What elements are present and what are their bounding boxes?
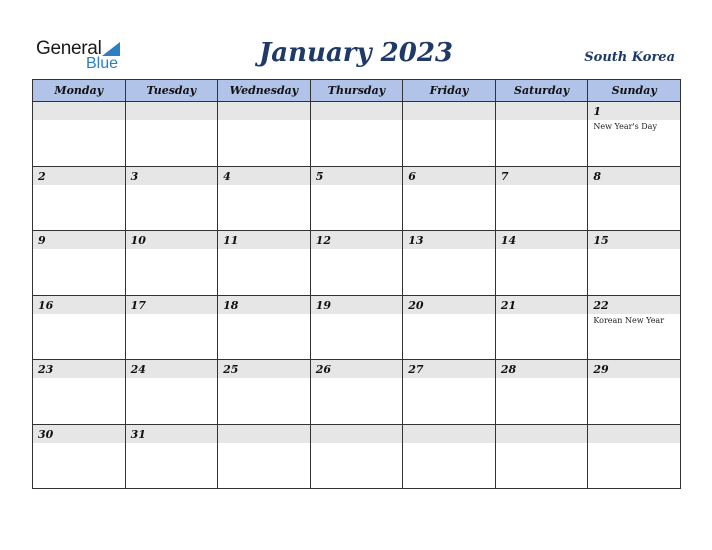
generalblue-logo xyxy=(36,38,136,74)
day-number: 18 xyxy=(223,298,239,312)
day-number: 20 xyxy=(408,298,424,312)
day-number: 6 xyxy=(408,169,416,183)
country-label: South Korea xyxy=(584,50,675,65)
day-number: 15 xyxy=(593,234,609,247)
day-number: 28 xyxy=(500,363,517,376)
day-cell xyxy=(33,231,126,296)
day-cell xyxy=(403,231,496,296)
day-header-bar xyxy=(496,167,588,185)
day-cell xyxy=(403,424,496,489)
day-cell xyxy=(310,295,403,360)
week-row xyxy=(33,231,681,296)
day-header-bar xyxy=(126,102,218,120)
day-cell xyxy=(495,424,588,489)
day-header-bar xyxy=(403,425,495,443)
day-header-bar xyxy=(311,167,403,185)
day-cell xyxy=(125,231,218,296)
week-row xyxy=(33,360,681,425)
day-cell xyxy=(33,295,126,360)
day-header-bar xyxy=(126,167,218,185)
day-cell xyxy=(403,295,496,360)
day-number: 16 xyxy=(38,298,54,312)
day-number: 13 xyxy=(408,234,424,247)
day-cell xyxy=(588,360,681,425)
day-number: 26 xyxy=(315,363,331,376)
day-cell xyxy=(218,231,311,296)
week-row xyxy=(33,295,681,360)
day-header-bar xyxy=(218,425,310,443)
day-cell xyxy=(495,102,588,167)
day-header-bar xyxy=(218,167,310,185)
day-cell xyxy=(125,360,218,425)
day-cell xyxy=(588,166,681,231)
day-header-bar xyxy=(588,167,680,185)
day-cell xyxy=(495,231,588,296)
day-number: 27 xyxy=(408,363,424,376)
day-cell xyxy=(33,166,126,231)
day-number: 30 xyxy=(38,427,54,441)
day-number: 29 xyxy=(593,363,609,376)
day-cell xyxy=(33,360,126,425)
day-number: 19 xyxy=(315,298,331,312)
day-number: 7 xyxy=(500,169,509,183)
week-row xyxy=(33,166,681,231)
weekday-header: Thursday xyxy=(310,80,403,102)
day-header-bar xyxy=(311,102,403,120)
day-header-bar xyxy=(33,231,125,249)
day-cell xyxy=(588,295,681,360)
calendar-grid xyxy=(32,79,681,489)
weekday-header-row xyxy=(33,80,681,102)
day-number: 21 xyxy=(500,298,517,312)
weekday-header: Sunday xyxy=(588,80,681,102)
day-number: 8 xyxy=(593,169,602,183)
weekday-header: Wednesday xyxy=(218,80,311,102)
day-number: 3 xyxy=(130,169,139,183)
holiday-label: New Year's Day xyxy=(593,122,657,131)
day-cell xyxy=(125,295,218,360)
day-number: 10 xyxy=(130,234,146,247)
day-number: 17 xyxy=(130,298,146,312)
day-cell xyxy=(495,295,588,360)
day-cell xyxy=(310,166,403,231)
day-header-bar xyxy=(496,102,588,120)
day-number: 1 xyxy=(593,105,602,118)
logo-word-blue: Blue xyxy=(86,55,119,72)
day-cell xyxy=(403,166,496,231)
holiday-label: Korean New Year xyxy=(593,315,665,325)
day-cell xyxy=(218,424,311,489)
day-number: 23 xyxy=(38,363,54,376)
weekday-header: Saturday xyxy=(495,80,588,102)
page-title: January 2023 xyxy=(258,38,454,68)
day-header-bar xyxy=(588,425,680,443)
day-cell xyxy=(310,231,403,296)
calendar-body xyxy=(33,102,681,489)
day-cell xyxy=(495,166,588,231)
logo-triangle-icon xyxy=(102,42,120,56)
day-cell xyxy=(218,166,311,231)
day-header-bar xyxy=(588,102,680,120)
day-header-bar xyxy=(218,102,310,120)
day-number: 4 xyxy=(223,169,231,183)
day-cell xyxy=(403,360,496,425)
day-cell xyxy=(310,360,403,425)
day-header-bar xyxy=(33,167,125,185)
day-header-bar xyxy=(403,167,495,185)
day-number: 25 xyxy=(223,363,239,376)
logo-word-general: General xyxy=(36,38,102,59)
day-cell xyxy=(310,102,403,167)
day-header-bar xyxy=(311,425,403,443)
day-cell xyxy=(33,424,126,489)
day-cell xyxy=(218,295,311,360)
day-cell xyxy=(125,166,218,231)
day-cell xyxy=(218,360,311,425)
day-number: 2 xyxy=(38,169,46,183)
day-number: 22 xyxy=(593,298,609,312)
week-row xyxy=(33,424,681,489)
day-header-bar xyxy=(403,102,495,120)
day-cell xyxy=(125,424,218,489)
day-cell xyxy=(125,102,218,167)
day-cell xyxy=(218,102,311,167)
day-number: 12 xyxy=(315,234,331,247)
day-header-bar xyxy=(496,425,588,443)
day-number: 11 xyxy=(223,234,239,247)
day-cell xyxy=(310,424,403,489)
day-number: 5 xyxy=(315,169,324,183)
weekday-header: Friday xyxy=(403,80,496,102)
day-cell xyxy=(588,231,681,296)
day-cell xyxy=(495,360,588,425)
day-number: 14 xyxy=(500,234,517,247)
day-number: 31 xyxy=(130,427,146,441)
weekday-header: Monday xyxy=(33,80,126,102)
day-cell xyxy=(33,102,126,167)
day-number: 9 xyxy=(38,234,46,247)
day-header-bar xyxy=(33,102,125,120)
day-cell xyxy=(588,424,681,489)
week-row xyxy=(33,102,681,167)
weekday-header: Tuesday xyxy=(125,80,218,102)
day-number: 24 xyxy=(130,363,146,376)
day-cell xyxy=(403,102,496,167)
day-cell xyxy=(588,102,681,167)
